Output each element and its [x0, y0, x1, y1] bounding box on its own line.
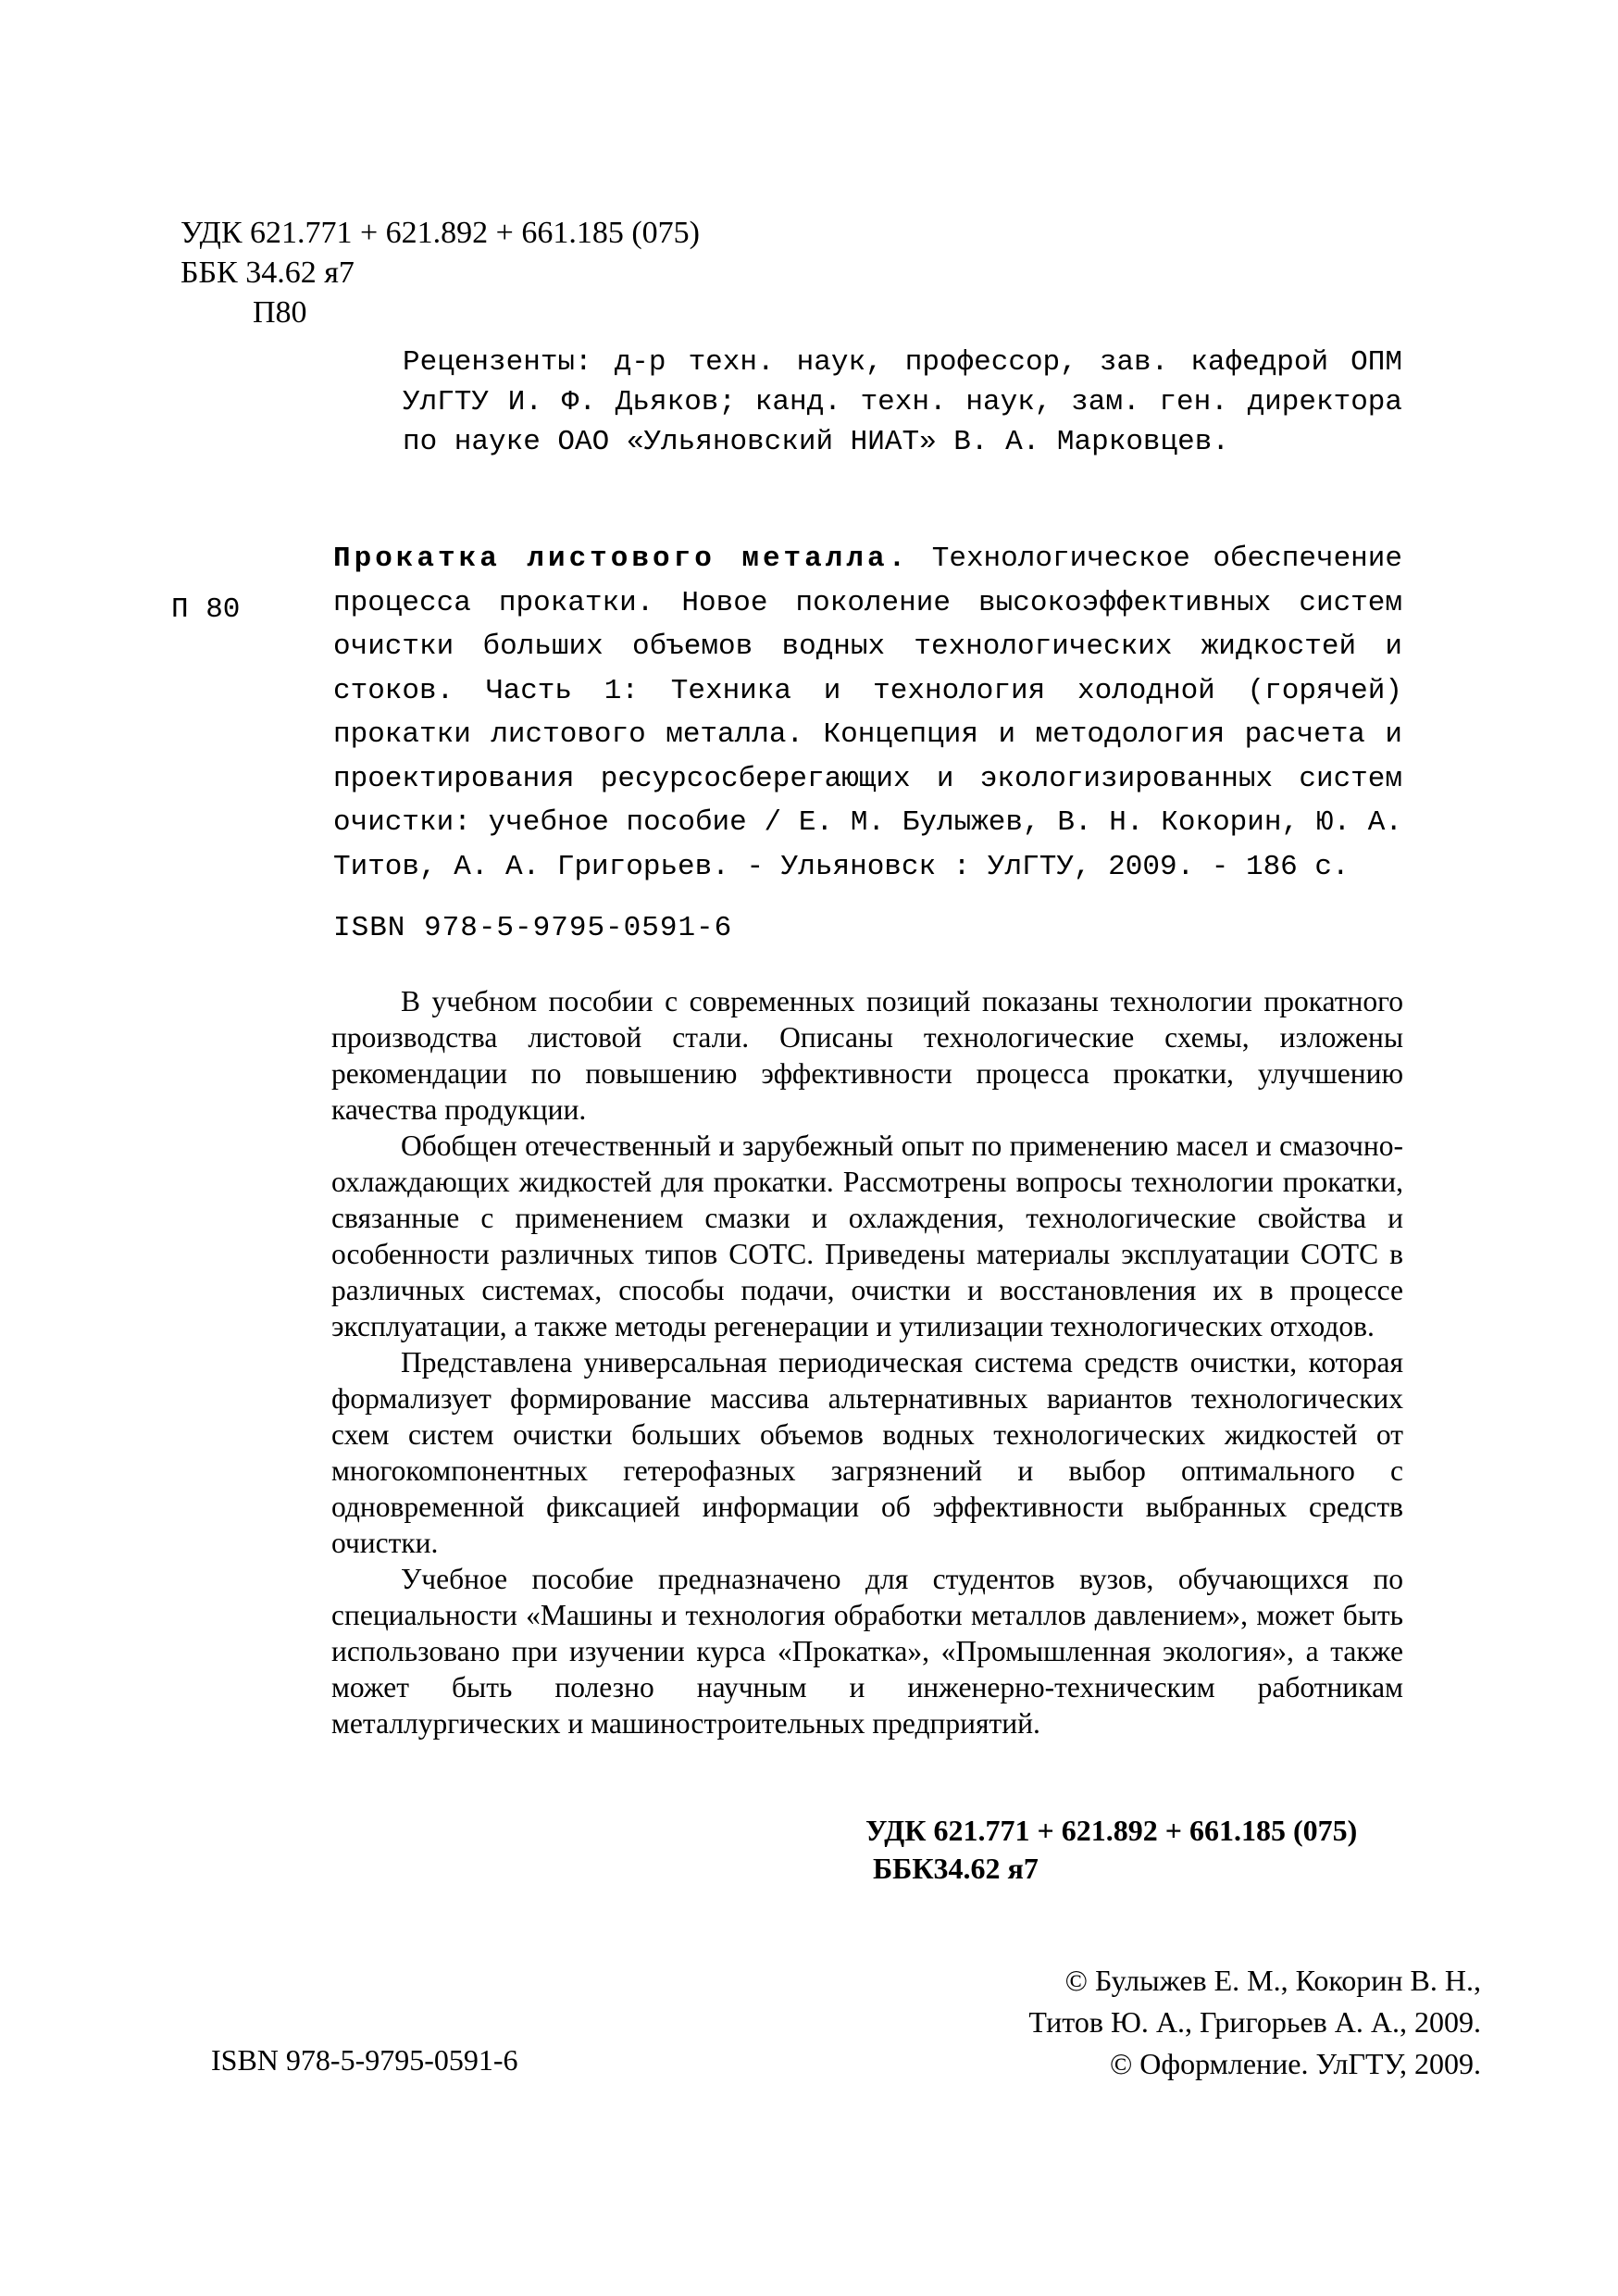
- abstract-paragraph: Представлена универсальная периодическая система средств очистки, которая формализует формирование массива альтернативных вариантов технологических схем систем очистки больших объемов водных технологических жидкостей от многокомпонентных гетерофазных загрязнений и выбор оптимального с одновременной фиксацией информации об эффективности выбранных средств очистки.: [331, 1346, 1403, 1559]
- entry-isbn: ISBN 978-5-9795-0591-6: [333, 912, 733, 944]
- bibliographic-entry: [333, 537, 1402, 889]
- copyright-design: © Оформление. УлГТУ, 2009.: [1109, 2047, 1481, 2080]
- abstract-paragraph: Учебное пособие предназначено для студентов вузов, обучающихся по специальности «Машины и технология обработки металлов давлением», может быть использовано при изучении курса «Прокатка», «Промышленная экология», а также может быть полезно научным и инженерно-техническим работникам металлургических и машиностроительных предприятий.: [331, 1563, 1403, 1740]
- entry-author-mark: П 80: [171, 593, 241, 626]
- catalogue-codes-top: [180, 213, 700, 332]
- abstract: [331, 983, 1403, 1741]
- copyright-authors: © Булыжев Е. М., Кокорин В. Н.,: [1064, 1964, 1481, 1997]
- copyright-block: [870, 1960, 1481, 2085]
- abstract-paragraph: В учебном пособии с современных позиций показаны технологии прокатного производства листовой стали. Описаны технологические схемы, изложены рекомендации по повышению эффективности процесса прокатки, улучшению качества продукции.: [331, 985, 1403, 1126]
- entry-text: Технологическое обеспечение процесса прокатки. Новое поколение высокоэффективных систем очистки больших объемов водных технологических жидкостей и стоков. Часть 1: Техника и технология холодной (горячей) прокатки листового металла. Концепция и методология расчета и проектирования ресурсосберегающих и экологизированных систем очистки: учебное пособие / Е. М. Булыжев, В. Н. Кокорин, Ю. А. Титов, А. А. Григорьев. - Ульяновск : УлГТУ, 2009. - 186 с.: [333, 543, 1402, 883]
- reviewers: Рецензенты: д-р техн. наук, профессор, зав. кафедрой ОПМ УлГТУ И. Ф. Дьяков; канд. техн. наук, зам. ген. директора по науке ОАО «Ульяновский НИАТ» В. А. Марковцев.: [403, 346, 1402, 458]
- isbn-bottom: ISBN 978-5-9795-0591-6: [211, 2043, 518, 2077]
- bbk-code: ББК 34.62 я7: [180, 256, 355, 290]
- udk-code-bottom: УДК 621.771 + 621.892 + 661.185 (075): [865, 1814, 1358, 1847]
- author-mark: П80: [253, 295, 307, 330]
- entry-title: Прокатка листового металла.: [333, 543, 910, 575]
- copyright-authors-cont: Титов Ю. А., Григорьев А. А., 2009.: [1028, 2005, 1481, 2039]
- catalogue-codes-bottom: [865, 1812, 1357, 1888]
- udk-code: УДК 621.771 + 621.892 + 661.185 (075): [180, 216, 700, 250]
- bbk-code-bottom: ББК34.62 я7: [873, 1852, 1039, 1885]
- abstract-paragraph: Обобщен отечественный и зарубежный опыт по применению масел и смазочно-охлаждающих жидкостей для прокатки. Рассмотрены вопросы технологии прокатки, связанные с применением смазки и охлаждения, технологические свойства и особенности различных типов СОТС. Приведены материалы эксплуатации СОТС в различных системах, способы подачи, очистки и восстановления их в процессе эксплуатации, а также методы регенерации и утилизации технологических отходов.: [331, 1129, 1403, 1342]
